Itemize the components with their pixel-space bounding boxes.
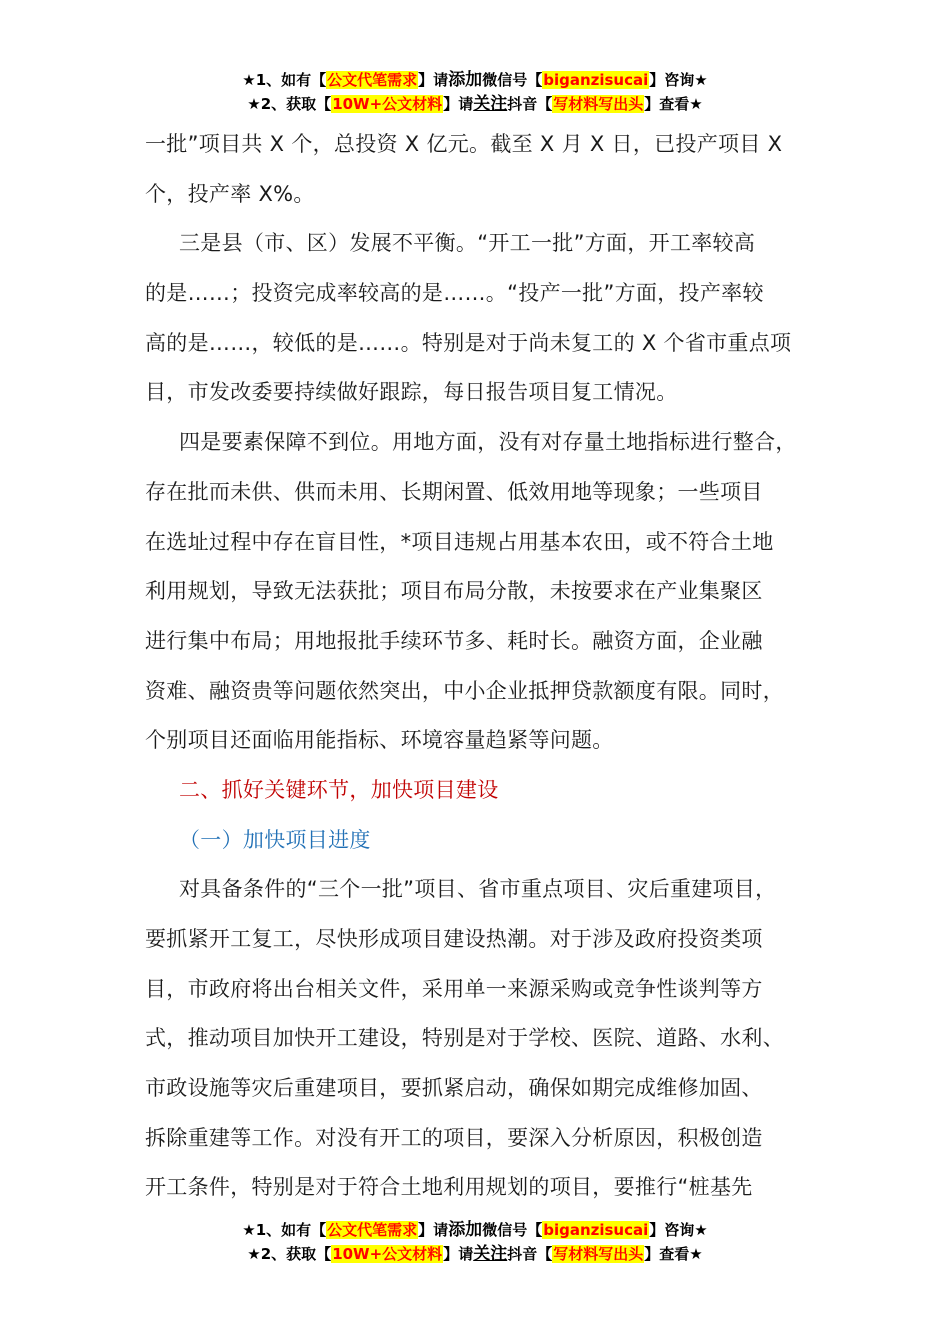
banner-text: 微信号【 bbox=[482, 1221, 543, 1239]
body-line: 拆除重建等工作。对没有开工的项目，要深入分析原因，积极创造 bbox=[145, 1125, 763, 1150]
body-line: 目，市发改委要持续做好跟踪，每日报告项目复工情况。 bbox=[145, 380, 678, 405]
banner-highlight: 公文代笔需求 bbox=[327, 1221, 418, 1239]
bottom-banner bbox=[0, 1218, 950, 1266]
banner-emphasis: 添加 bbox=[448, 70, 483, 90]
body-line: 个别项目还面临用能指标、环境容量趋紧等问题。 bbox=[145, 728, 614, 753]
body-line: 高的是……，较低的是……。特别是对于尚未复工的 X 个省市重点项 bbox=[145, 330, 792, 355]
banner-text: 】请 bbox=[443, 1245, 474, 1263]
banner-emphasis: 添加 bbox=[448, 1220, 483, 1240]
banner-highlight: biganzisucai bbox=[543, 1221, 649, 1239]
body-line: 利用规划，导致无法获批；项目布局分散，未按要求在产业集聚区 bbox=[145, 579, 763, 604]
banner-text: ★1、如有【 bbox=[242, 71, 327, 89]
section-heading: 二、抓好关键环节，加快项目建设 bbox=[179, 777, 499, 802]
paragraph-start: 对具备条件的“三个一批”项目、省市重点项目、灾后重建项目， bbox=[179, 877, 777, 902]
body-line: 在选址过程中存在盲目性，*项目违规占用基本农田，或不符合土地 bbox=[145, 529, 774, 554]
banner-line-1 bbox=[0, 68, 950, 92]
banner-emphasis: 关注 bbox=[473, 1244, 508, 1264]
banner-highlight: 写材料写出头 bbox=[553, 95, 644, 113]
banner-text: 抖音【 bbox=[507, 1245, 553, 1263]
banner-line-1 bbox=[0, 1218, 950, 1242]
banner-text: 】查看★ bbox=[644, 1245, 703, 1263]
body-line: 目，市政府将出台相关文件，采用单一来源采购或竞争性谈判等方 bbox=[145, 976, 763, 1001]
body-line: 进行集中布局；用地报批手续环节多、耗时长。融资方面，企业融 bbox=[145, 628, 763, 653]
paragraph-start: 三是县（市、区）发展不平衡。“开工一批”方面，开工率较高 bbox=[179, 231, 756, 256]
banner-text: 】咨询★ bbox=[649, 1221, 708, 1239]
banner-text: ★2、获取【 bbox=[247, 1245, 332, 1263]
body-line: 个，投产率 X%。 bbox=[145, 181, 315, 206]
banner-emphasis: 关注 bbox=[473, 94, 508, 114]
top-banner bbox=[0, 68, 950, 116]
banner-highlight: 公文代笔需求 bbox=[327, 71, 418, 89]
banner-text: 】请 bbox=[443, 95, 474, 113]
banner-text: 微信号【 bbox=[482, 71, 543, 89]
document-body bbox=[145, 120, 835, 1213]
body-line: 存在批而未供、供而未用、长期闲置、低效用地等现象；一些项目 bbox=[145, 479, 763, 504]
banner-text: 抖音【 bbox=[507, 95, 553, 113]
body-line: 开工条件，特别是对于符合土地利用规划的项目，要推行“桩基先 bbox=[145, 1175, 753, 1200]
banner-highlight: 10W+公文材料 bbox=[332, 1245, 443, 1263]
banner-highlight: 10W+公文材料 bbox=[332, 95, 443, 113]
body-line: 市政设施等灾后重建项目，要抓紧启动，确保如期完成维修加固、 bbox=[145, 1076, 763, 1101]
banner-text: 】请 bbox=[418, 71, 449, 89]
subsection-heading: （一）加快项目进度 bbox=[179, 827, 371, 852]
banner-line-2 bbox=[0, 92, 950, 116]
banner-text: ★1、如有【 bbox=[242, 1221, 327, 1239]
body-line: 的是……；投资完成率较高的是……。“投产一批”方面，投产率较 bbox=[145, 281, 764, 306]
body-line: 一批”项目共 X 个，总投资 X 亿元。截至 X 月 X 日，已投产项目 X bbox=[145, 132, 783, 156]
banner-text: 】查看★ bbox=[644, 95, 703, 113]
banner-line-2 bbox=[0, 1242, 950, 1266]
banner-highlight: biganzisucai bbox=[543, 71, 649, 89]
body-line: 资难、融资贵等问题依然突出，中小企业抵押贷款额度有限。同时， bbox=[145, 678, 784, 703]
banner-highlight: 写材料写出头 bbox=[553, 1245, 644, 1263]
banner-text: 】咨询★ bbox=[649, 71, 708, 89]
banner-text: ★2、获取【 bbox=[247, 95, 332, 113]
paragraph-start: 四是要素保障不到位。用地方面，没有对存量土地指标进行整合， bbox=[179, 430, 797, 455]
banner-text: 】请 bbox=[418, 1221, 449, 1239]
body-line: 要抓紧开工复工，尽快形成项目建设热潮。对于涉及政府投资类项 bbox=[145, 927, 763, 951]
body-line: 式，推动项目加快开工建设，特别是对于学校、医院、道路、水利、 bbox=[145, 1026, 784, 1051]
